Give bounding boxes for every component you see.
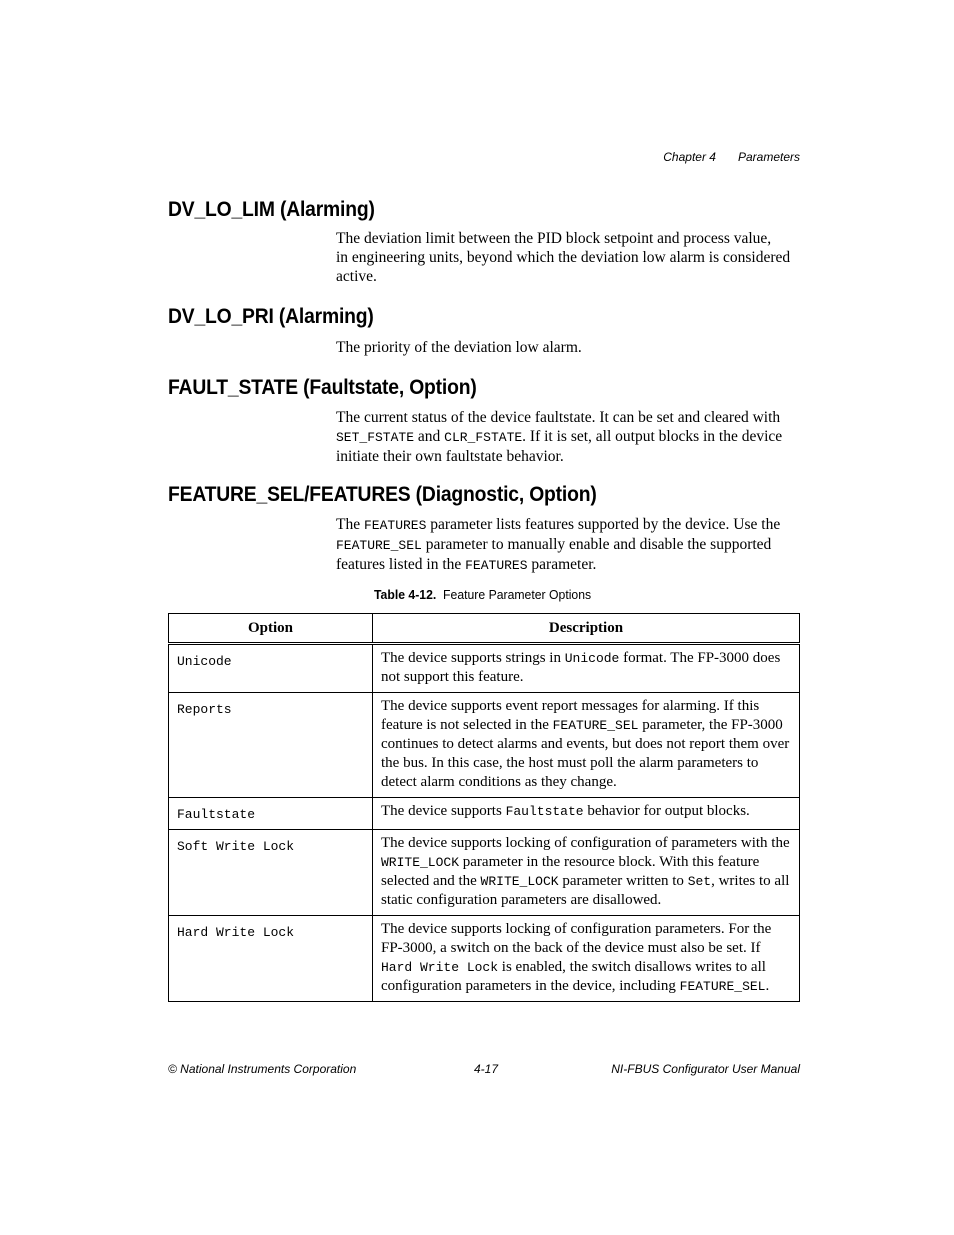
description-cell	[373, 916, 800, 1002]
table-body	[169, 644, 800, 1002]
body-text: features listed in the	[336, 556, 466, 573]
code-features: FEATURES	[363, 518, 427, 533]
code-set-fstate: SET_FSTATE	[336, 430, 415, 445]
description-cell	[373, 830, 800, 916]
column-header-description: Description	[373, 614, 800, 644]
section-body-fault-state	[336, 408, 806, 466]
table-row	[169, 830, 800, 916]
description-text: is enabled, the switch disallows writes to all configuration parameters in the device, including	[381, 959, 766, 994]
table-row	[169, 916, 800, 1002]
table-header-row	[169, 614, 800, 644]
body-text: parameter to manually enable and disable the supported	[421, 536, 772, 553]
table-caption	[374, 587, 591, 602]
code-clr-fstate: CLR_FSTATE	[444, 430, 523, 445]
feature-options-table	[168, 613, 800, 1002]
code-term: Hard Write Lock	[381, 960, 499, 975]
table-row	[169, 798, 800, 830]
description-text: parameter written to	[558, 873, 688, 889]
section-heading-feature-sel: FEATURE_SEL/FEATURES (Diagnostic, Option)	[168, 483, 597, 506]
description-cell	[373, 693, 800, 798]
description-text: The device supports	[381, 803, 506, 819]
code-term: Unicode	[564, 651, 620, 666]
option-cell: Unicode	[169, 644, 373, 693]
table-row	[169, 644, 800, 693]
option-cell: Faultstate	[169, 798, 373, 830]
header-chapter: Chapter 4	[663, 150, 716, 164]
code-term: FEATURE_SEL	[679, 979, 766, 994]
description-text: format. The FP-3000 does not support this feature.	[381, 650, 781, 685]
code-feature-sel: FEATURE_SEL	[336, 538, 422, 553]
section-heading-dv-lo-lim: DV_LO_LIM (Alarming)	[168, 198, 375, 221]
section-body-feature-sel	[336, 515, 806, 575]
table-row	[169, 693, 800, 798]
description-text: .	[765, 978, 770, 994]
code-term: WRITE_LOCK	[480, 874, 559, 889]
code-term: Faultstate	[505, 804, 584, 819]
description-text: The device supports event report messages for alarming. If this feature is not selected in the	[381, 698, 760, 733]
description-text: parameter in the resource block. With this feature selected and the	[381, 854, 760, 889]
body-text: . If it is set, all output blocks in the device	[522, 428, 783, 445]
body-line: The deviation limit between the PID block setpoint and process value,	[336, 230, 772, 247]
body-text: and	[414, 428, 445, 445]
running-header	[663, 150, 800, 164]
description-text: The device supports locking of configuration parameters. For the FP-3000, a switch on the back of the device must also be set. If	[381, 921, 772, 956]
body-text: parameter.	[527, 556, 597, 573]
footer-page-number: 4-17	[474, 1062, 499, 1076]
body-text: parameter lists features supported by the device. Use the	[426, 516, 781, 533]
code-term: FEATURE_SEL	[552, 718, 639, 733]
body-text: The current status of the device faultstate. It can be set and cleared with	[336, 409, 781, 426]
body-line: active.	[336, 268, 377, 285]
table-caption-text: Feature Parameter Options	[443, 587, 592, 602]
column-header-option: Option	[169, 614, 373, 644]
header-section: Parameters	[737, 150, 800, 164]
option-cell: Soft Write Lock	[169, 830, 373, 916]
section-heading-dv-lo-pri: DV_LO_PRI (Alarming)	[168, 305, 374, 328]
body-text: initiate their own faultstate behavior.	[336, 448, 564, 465]
footer-copyright: © National Instruments Corporation	[168, 1062, 357, 1076]
description-text: The device supports strings in	[381, 650, 565, 666]
option-cell: Hard Write Lock	[169, 916, 373, 1002]
code-features: FEATURES	[465, 558, 528, 573]
description-text: The device supports locking of configuration of parameters with the	[381, 835, 790, 851]
footer-manual-title: NI-FBUS Configurator User Manual	[611, 1062, 800, 1076]
body-text: The	[336, 516, 364, 533]
description-text: , writes to all static configuration parameters are disallowed.	[381, 873, 790, 908]
code-term: Set	[687, 874, 712, 889]
body-line: in engineering units, beyond which the deviation low alarm is considered	[336, 249, 791, 266]
description-cell	[373, 644, 800, 693]
section-heading-fault-state: FAULT_STATE (Faultstate, Option)	[168, 376, 477, 399]
description-cell	[373, 798, 800, 830]
option-cell: Reports	[169, 693, 373, 798]
table-caption-label: Table 4-12.	[374, 587, 437, 602]
section-body-dv-lo-pri: The priority of the deviation low alarm.	[336, 339, 582, 356]
code-term: WRITE_LOCK	[381, 855, 460, 870]
section-body-dv-lo-lim	[336, 229, 806, 286]
description-text: parameter, the FP-3000 continues to detect alarms and events, but does not report them over the bus. In this case, the host must poll the alarm parameters to detect alarm conditions as they change.	[381, 717, 790, 790]
description-text: behavior for output blocks.	[583, 803, 750, 819]
